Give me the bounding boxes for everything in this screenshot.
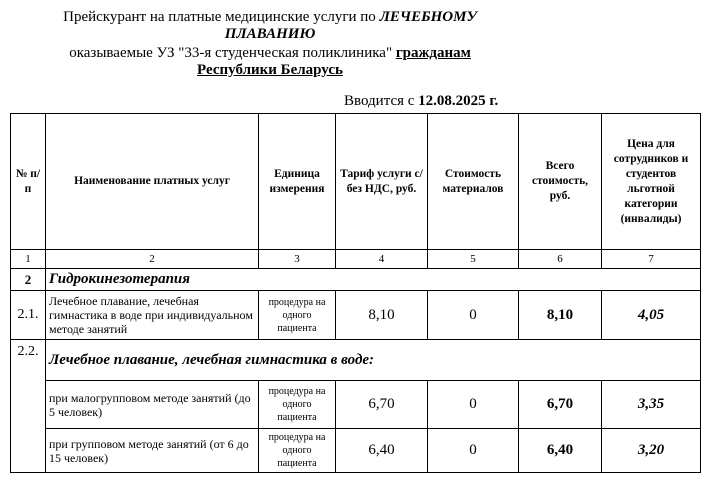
row-name: Лечебное плавание, лечебная гимнастика в воде при индивидуальном методе занятий (46, 291, 259, 340)
col-discount: Цена для сотрудников и студентов льготной категории (инвалиды) (602, 114, 701, 250)
header-row (11, 114, 701, 250)
title-line-2 (0, 26, 540, 43)
row-unit: процедура на одного пациента (259, 429, 336, 473)
section-row (11, 269, 701, 291)
col-total: Всего стоимость, руб. (519, 114, 602, 250)
row-unit: процедура на одного пациента (259, 381, 336, 429)
section-num: 2 (11, 269, 46, 291)
row-tariff: 6,40 (336, 429, 428, 473)
row-materials: 0 (428, 429, 519, 473)
col-num: № п/п (11, 114, 46, 250)
col-number-1: 1 (11, 250, 46, 269)
column-number-row (11, 250, 701, 269)
title-emph-2: ПЛАВАНИЮ (224, 26, 316, 42)
title-emph: ЛЕЧЕБНОМУ (379, 9, 477, 25)
col-materials: Стоимость материалов (428, 114, 519, 250)
row-num-2-2: 2.2. (11, 340, 46, 473)
row-total: 6,40 (519, 429, 602, 473)
table-row (11, 381, 701, 429)
col-tariff: Тариф услуги с/без НДС, руб. (336, 114, 428, 250)
title-emph-4: Республики Беларусь (197, 62, 343, 78)
row-materials: 0 (428, 381, 519, 429)
row-total: 8,10 (519, 291, 602, 340)
title-line-3 (0, 45, 540, 62)
effective-label: Вводится с (344, 93, 419, 109)
row-name: при малогрупповом методе занятий (до 5 человек) (46, 381, 259, 429)
price-table (10, 113, 701, 473)
col-number-7: 7 (602, 250, 701, 269)
col-name: Наименование платных услуг (46, 114, 259, 250)
col-unit: Единица измерения (259, 114, 336, 250)
col-number-3: 3 (259, 250, 336, 269)
title-emph-3: гражданам (395, 45, 471, 61)
col-number-4: 4 (336, 250, 428, 269)
row-tariff: 8,10 (336, 291, 428, 340)
row-materials: 0 (428, 291, 519, 340)
title-line-4 (0, 62, 540, 79)
row-num: 2.1. (11, 291, 46, 340)
title-line-1 (0, 9, 540, 26)
row-discount: 4,05 (602, 291, 701, 340)
subsection-row (11, 340, 701, 381)
title-plain-3: оказываемые УЗ "33-я студенческая поликлиника" (69, 45, 396, 61)
title-plain: Прейскурант на платные медицинские услуги по (63, 9, 380, 25)
row-name: при групповом методе занятий (от 6 до 15 человек) (46, 429, 259, 473)
row-total: 6,70 (519, 381, 602, 429)
col-number-5: 5 (428, 250, 519, 269)
subsection-title: Лечебное плавание, лечебная гимнастика в воде: (46, 340, 701, 381)
effective-date-value: 12.08.2025 г. (418, 93, 499, 109)
section-title: Гидрокинезотерапия (46, 269, 701, 291)
col-number-2: 2 (46, 250, 259, 269)
table-row (11, 291, 701, 340)
row-discount: 3,20 (602, 429, 701, 473)
table-row (11, 429, 701, 473)
row-unit: процедура на одного пациента (259, 291, 336, 340)
row-discount: 3,35 (602, 381, 701, 429)
col-number-6: 6 (519, 250, 602, 269)
effective-date (344, 93, 498, 110)
row-tariff: 6,70 (336, 381, 428, 429)
